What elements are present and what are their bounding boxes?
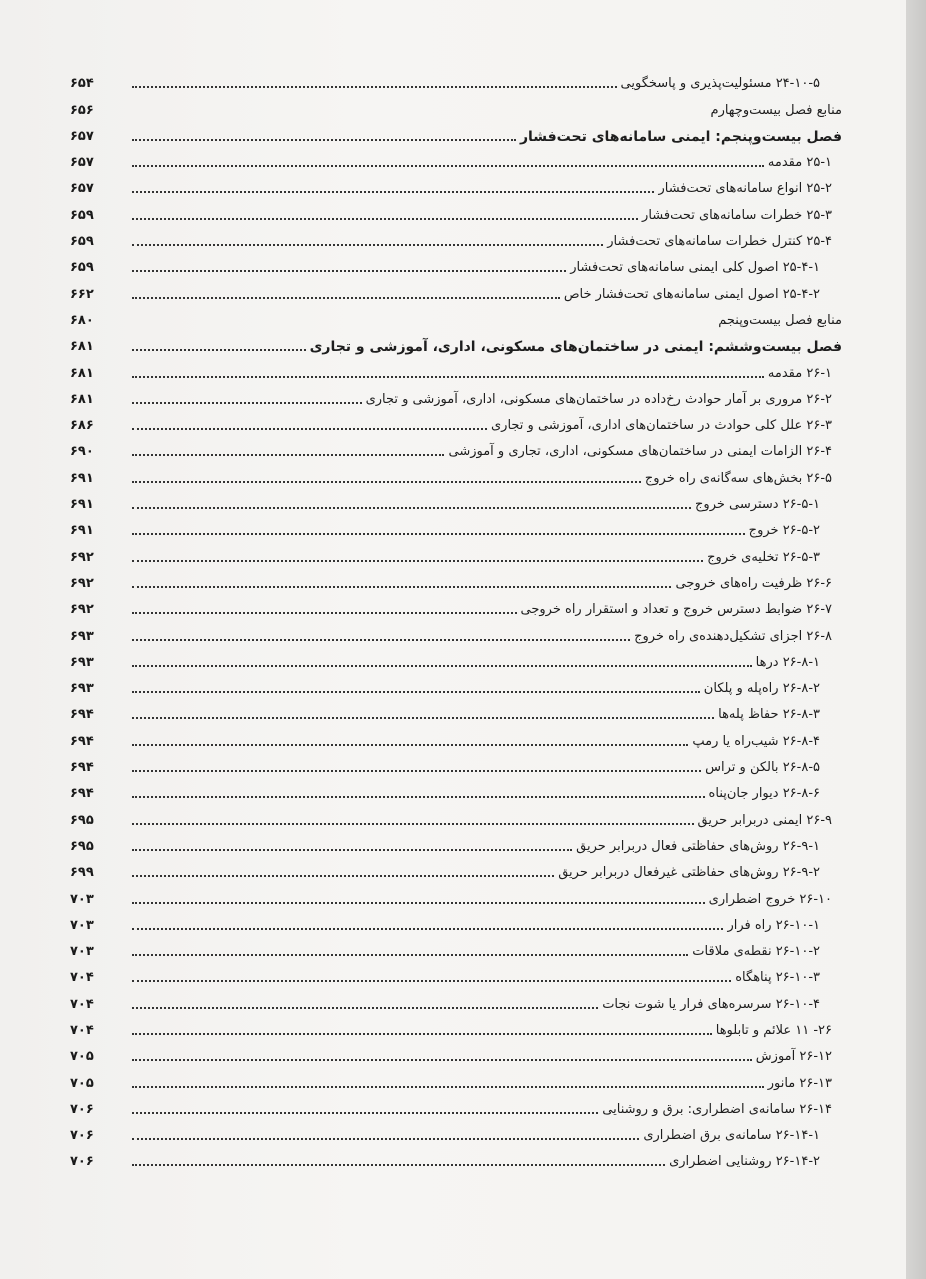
toc-page-number: ۷۰۳ (70, 891, 94, 907)
toc-entry-row (70, 199, 842, 225)
toc-page-number: ۶۹۴ (70, 733, 94, 749)
toc-entry-row (70, 804, 842, 830)
toc-entry-title: ۲۶-۴ الزامات ایمنی در ساختمان‌های مسکونی، اداری، تجاری و آموزشی (448, 444, 832, 460)
toc-page-number: ۶۹۹ (70, 865, 94, 881)
toc-entry-title: ۲۶- ۱۱ علائم و تابلوها (715, 1022, 832, 1038)
toc-page-number: ۷۰۶ (70, 1154, 94, 1170)
toc-page-number: ۶۵۷ (70, 155, 94, 171)
dot-leader (132, 139, 516, 141)
toc-page-number: ۶۹۱ (70, 470, 94, 486)
toc-entry-title: ۲۶-۲ مروری بر آمار حوادث رخ‌داده در ساختمان‌های مسکونی، اداری، آموزشی و تجاری (365, 391, 832, 407)
dot-leader (132, 954, 688, 956)
toc-entry-title: فصل بیست‌وششم: ایمنی در ساختمان‌های مسکونی، اداری، آموزشی و تجاری (309, 339, 842, 356)
toc-entry-title: ۲۶-۵-۱ دسترسی خروج (695, 497, 820, 513)
toc-entry-title: ۲۵-۴-۲ اصول ایمنی سامانه‌های تحت‌فشار خاص (563, 286, 820, 302)
toc-page-number: ۶۹۳ (70, 628, 94, 644)
dot-leader (132, 376, 764, 378)
toc-entry-title: ۲۶-۸-۲ راه‌پله و پلکان (703, 681, 820, 697)
dot-leader (132, 1059, 752, 1061)
toc-entry-title: ۲۶-۱۲ آموزش (755, 1049, 832, 1065)
dot-leader (132, 165, 764, 167)
dot-leader (132, 244, 603, 246)
toc-entry-row (70, 568, 842, 594)
dot-leader (132, 1138, 639, 1140)
toc-entry-row (70, 147, 842, 173)
table-of-contents (70, 68, 842, 1172)
toc-entry-title: ۲۶-۱ مقدمه (767, 365, 832, 381)
toc-entry-title: ۲۶-۱۴ سامانه‌ی اضطراری: برق و روشنایی (602, 1101, 832, 1117)
toc-page-number: ۷۰۳ (70, 944, 94, 960)
toc-page-number: ۶۹۵ (70, 838, 94, 854)
toc-entry-row (70, 489, 842, 515)
toc-entry-title: ۲۶-۹-۱ روش‌های حفاظتی فعال دربرابر حریق (576, 838, 820, 854)
dot-leader (132, 402, 362, 404)
dot-leader (132, 1007, 598, 1009)
toc-entry-title: ۲۶-۸-۶ دیوار جان‌پناه (708, 786, 820, 802)
toc-entry-title: ۲۴-۱۰-۵ مسئولیت‌پذیری و پاسخگویی (620, 76, 820, 92)
toc-page-number: ۶۹۴ (70, 760, 94, 776)
toc-entry-title: ۲۶-۸-۵ بالکن و تراس (705, 760, 820, 776)
toc-page-number: ۶۸۱ (70, 365, 94, 381)
toc-entry-title: ۲۶-۷ ضوابط دسترس خروج و تعداد و استقرار راه خروجی (520, 602, 832, 618)
dot-leader (132, 980, 731, 982)
toc-entry-title: ۲۶-۸ اجزای تشکیل‌دهنده‌ی راه خروج (634, 628, 832, 644)
dot-leader (132, 191, 654, 193)
dot-leader (132, 639, 630, 641)
toc-entry-row (70, 1120, 842, 1146)
toc-entry-row (70, 410, 842, 436)
toc-page-number: ۶۵۴ (70, 76, 94, 92)
toc-entry-title: ۲۶-۵ بخش‌های سه‌گانه‌ی راه خروج (644, 470, 832, 486)
toc-entry-title: ۲۶-۱۰ خروج اضطراری (708, 891, 832, 907)
dot-leader (132, 586, 671, 588)
toc-entry-row (70, 778, 842, 804)
toc-entry-title: ۲۶-۱۰-۲ نقطه‌ی ملاقات (692, 944, 820, 960)
toc-entry-row (70, 357, 842, 383)
toc-page-number: ۶۵۶ (70, 102, 94, 118)
toc-entry-title: ۲۶-۹ ایمنی دربرابر حریق (697, 812, 832, 828)
toc-page-number: ۶۹۲ (70, 575, 94, 591)
toc-page-number: ۷۰۴ (70, 970, 94, 986)
toc-page-number: ۶۹۳ (70, 654, 94, 670)
dot-leader (132, 744, 688, 746)
toc-page-number: ۷۰۳ (70, 917, 94, 933)
toc-entry-row (70, 936, 842, 962)
toc-page-number: ۷۰۴ (70, 996, 94, 1012)
dot-leader (132, 612, 517, 614)
toc-page-number: ۶۹۰ (70, 444, 94, 460)
dot-leader (132, 1033, 712, 1035)
toc-entry-row (70, 988, 842, 1014)
toc-page-number: ۶۵۹ (70, 260, 94, 276)
toc-page-number: ۷۰۵ (70, 1075, 94, 1091)
toc-entry-title: ۲۶-۸-۴ شیب‌راه یا رمپ (692, 733, 820, 749)
toc-entry-title: ۲۶-۵-۳ تخلیه‌ی خروج (707, 549, 820, 565)
toc-entry-row (70, 1146, 842, 1172)
toc-entry-row (70, 725, 842, 751)
toc-page-number: ۶۹۱ (70, 497, 94, 513)
dot-leader (132, 823, 694, 825)
toc-page-number: ۶۸۶ (70, 418, 94, 434)
toc-entry-title: فصل بیست‌وپنجم: ایمنی سامانه‌های تحت‌فشار (519, 128, 842, 145)
dot-leader (132, 218, 638, 220)
toc-entry-title: ۲۶-۵-۲ خروج (748, 523, 820, 539)
toc-page-number: ۷۰۶ (70, 1101, 94, 1117)
toc-entry-title: ۲۶-۸-۱ درها (755, 654, 820, 670)
toc-entry-row (70, 831, 842, 857)
dot-leader (132, 928, 723, 930)
toc-entry-title: ۲۶-۱۰-۴ سرسره‌های فرار یا شوت نجات (602, 996, 820, 1012)
dot-leader (132, 691, 700, 693)
toc-entry-row (70, 173, 842, 199)
dot-leader (132, 481, 641, 483)
toc-page-number: ۶۸۱ (70, 391, 94, 407)
toc-entry-title: ۲۶-۱۴-۱ سامانه‌ی برق اضطراری (643, 1128, 820, 1144)
toc-entry-row (70, 1094, 842, 1120)
toc-entry-row (70, 962, 842, 988)
toc-entry-title: ۲۶-۱۴-۲ روشنایی اضطراری (669, 1154, 820, 1170)
dot-leader (132, 349, 306, 351)
toc-entry-title: ۲۶-۱۰-۳ پناهگاه (735, 970, 820, 986)
toc-entry-row (70, 436, 842, 462)
toc-entry-row (70, 1015, 842, 1041)
dot-leader (132, 428, 487, 430)
toc-page-number: ۶۹۴ (70, 707, 94, 723)
toc-page-number: ۶۹۵ (70, 812, 94, 828)
toc-entry-row (70, 620, 842, 646)
toc-entry-row (70, 462, 842, 488)
toc-entry-row (70, 252, 842, 278)
toc-entry-row (70, 594, 842, 620)
toc-entry-row (70, 541, 842, 567)
dot-leader (132, 533, 745, 535)
toc-page-number: ۷۰۵ (70, 1049, 94, 1065)
toc-entry-row (70, 647, 842, 673)
dot-leader (132, 1086, 764, 1088)
toc-entry-title: ۲۵-۲ انواع سامانه‌های تحت‌فشار (658, 181, 832, 197)
toc-entry-title: ۲۶-۶ ظرفیت راه‌های خروجی (675, 575, 832, 591)
toc-page-number: ۷۰۴ (70, 1022, 94, 1038)
toc-entry-row (70, 699, 842, 725)
toc-entry-row (70, 910, 842, 936)
toc-entry-row (70, 883, 842, 909)
toc-entry-title: ۲۶-۸-۳ حفاظ پله‌ها (718, 707, 820, 723)
dot-leader (132, 796, 705, 798)
toc-entry-row (70, 278, 842, 304)
dot-leader (132, 875, 554, 877)
toc-entry-row (70, 1041, 842, 1067)
toc-entry-row (70, 752, 842, 778)
toc-entry-title: ۲۵-۴-۱ اصول کلی ایمنی سامانه‌های تحت‌فشار (570, 260, 820, 276)
dot-leader (132, 297, 560, 299)
toc-entry-row (70, 857, 842, 883)
toc-chapter-row (70, 121, 842, 147)
toc-page-number: ۶۵۹ (70, 207, 94, 223)
toc-entry-title: ۲۶-۳ علل کلی حوادث در ساختمان‌های اداری، آموزشی و تجاری (490, 418, 832, 434)
toc-entry-title: ۲۶-۹-۲ روش‌های حفاظتی غیرفعال دربرابر حریق (558, 865, 820, 881)
toc-page-number: ۶۹۱ (70, 523, 94, 539)
dot-leader (132, 86, 617, 88)
toc-entry-row (70, 226, 842, 252)
toc-entry-row (70, 1067, 842, 1093)
toc-page-number: ۶۵۷ (70, 128, 94, 144)
dot-leader (132, 507, 691, 509)
dot-leader (132, 902, 705, 904)
toc-entry-title: ۲۶-۱۰-۱ راه فرار (727, 917, 820, 933)
toc-entry-row (70, 515, 842, 541)
toc-entry-row (70, 68, 842, 94)
toc-entry-title: منابع فصل بیست‌وچهارم (710, 102, 842, 118)
toc-page-number: ۶۵۷ (70, 181, 94, 197)
dot-leader (132, 665, 752, 667)
toc-page-number: ۶۹۳ (70, 681, 94, 697)
toc-entry-title: ۲۶-۱۳ مانور (767, 1075, 832, 1091)
toc-entry-title: ۲۵-۴ کنترل خطرات سامانه‌های تحت‌فشار (607, 234, 832, 250)
toc-page-number: ۶۹۲ (70, 549, 94, 565)
toc-page-number: ۶۹۲ (70, 602, 94, 618)
toc-entry-title: ۲۵-۳ خطرات سامانه‌های تحت‌فشار (642, 207, 832, 223)
dot-leader (132, 717, 714, 719)
dot-leader (132, 849, 572, 851)
toc-entry-title: منابع فصل بیست‌وپنجم (718, 312, 842, 328)
toc-page-number: ۶۸۰ (70, 312, 94, 328)
dot-leader (132, 1164, 665, 1166)
dot-leader (132, 770, 701, 772)
dot-leader (132, 1112, 598, 1114)
toc-entry-title: ۲۵-۱ مقدمه (767, 155, 832, 171)
toc-page-number: ۶۶۲ (70, 286, 94, 302)
toc-page-number: ۶۵۹ (70, 234, 94, 250)
toc-chapter-row (70, 331, 842, 357)
toc-page-number: ۶۸۱ (70, 339, 94, 355)
toc-entry-row (70, 94, 842, 120)
dot-leader (132, 454, 444, 456)
toc-page-number: ۷۰۶ (70, 1128, 94, 1144)
toc-entry-row (70, 384, 842, 410)
dot-leader (132, 270, 566, 272)
toc-entry-row (70, 673, 842, 699)
page-edge (906, 0, 926, 1279)
toc-entry-row (70, 305, 842, 331)
toc-page-number: ۶۹۴ (70, 786, 94, 802)
dot-leader (132, 560, 703, 562)
